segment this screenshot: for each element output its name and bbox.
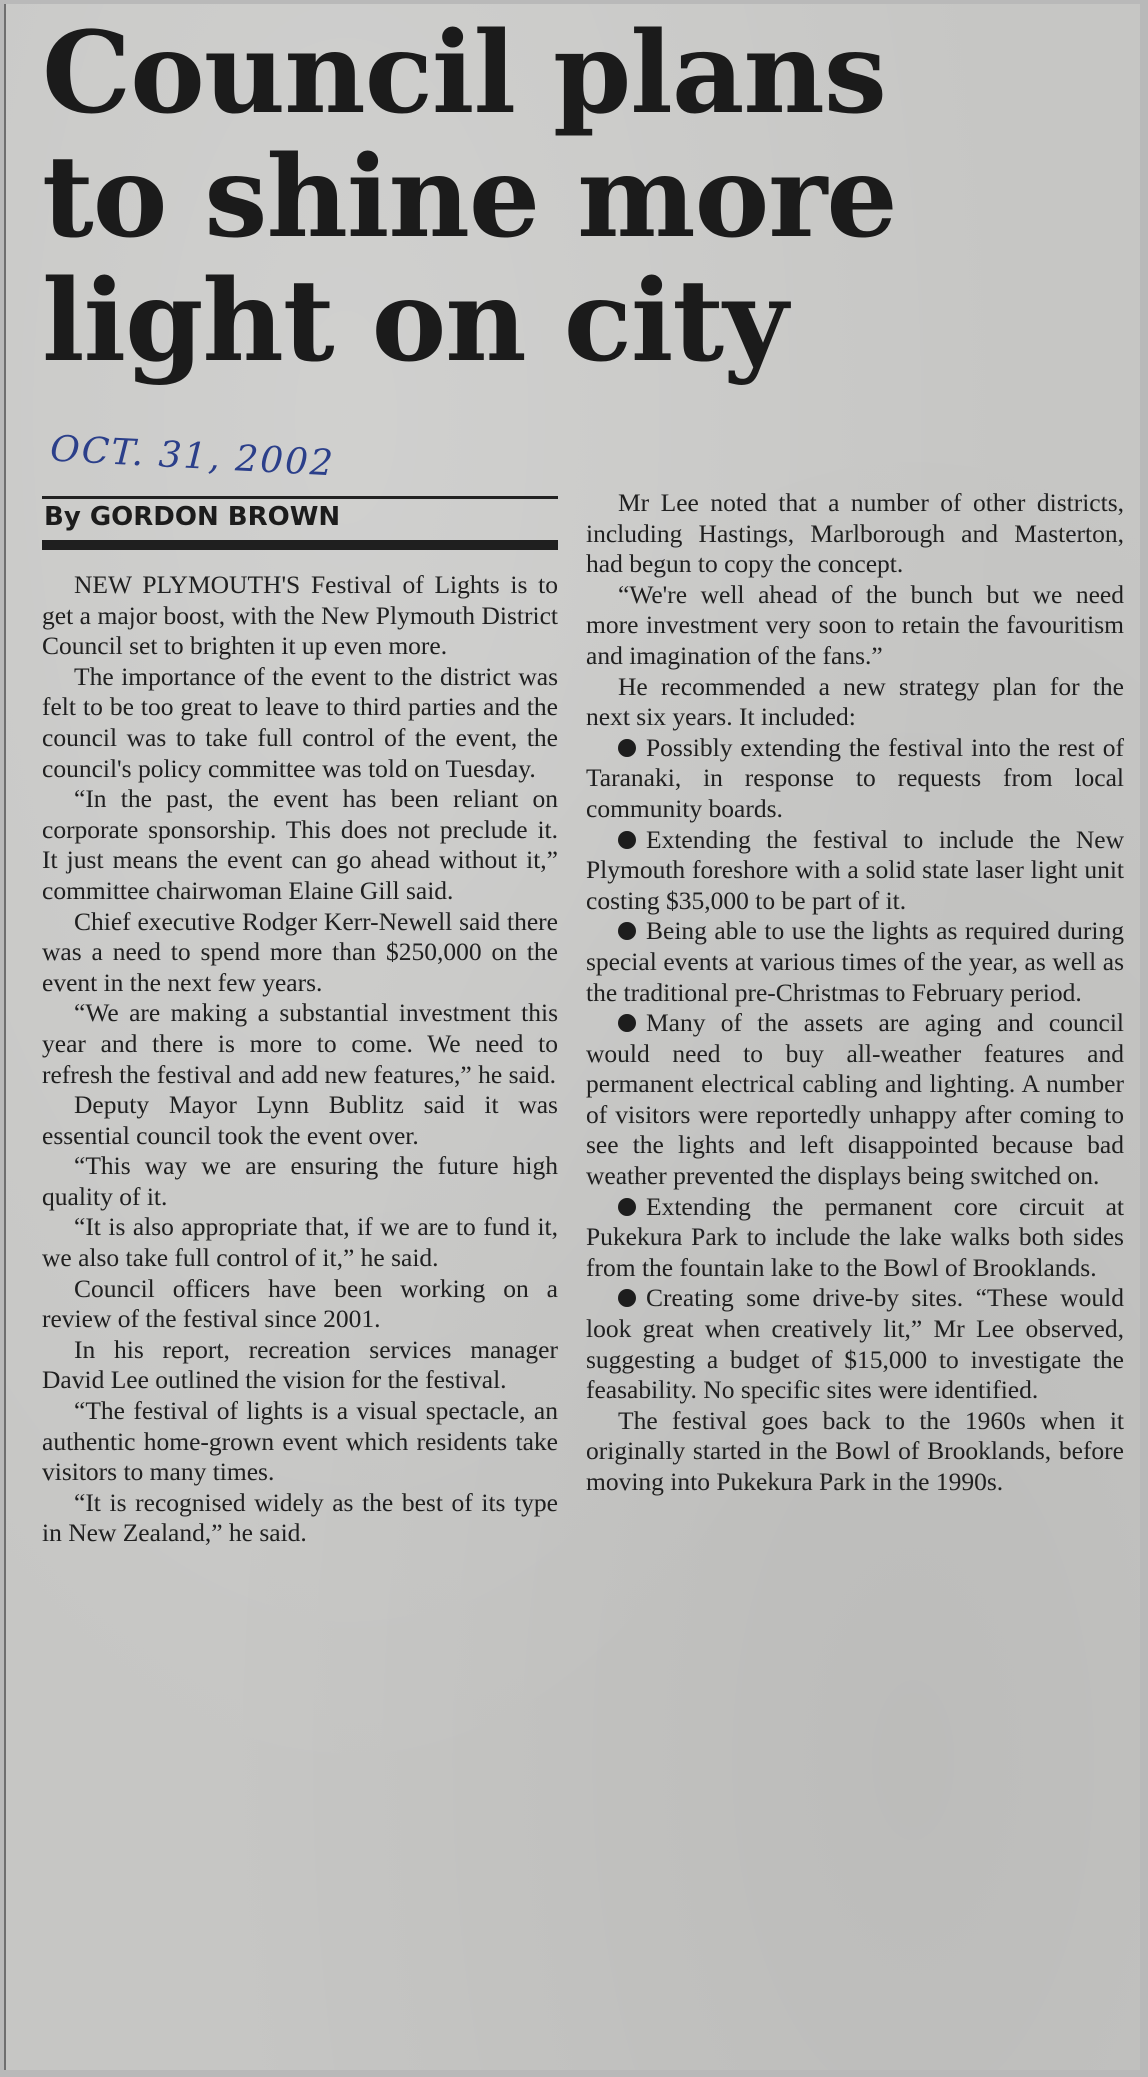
headline-line-3: light on city	[42, 256, 788, 387]
paragraph: “The festival of lights is a visual spectacle, an authentic home-grown event which residents take visitors to many times.	[42, 1396, 558, 1487]
bullet-text: Many of the assets are aging and council would need to buy all-weather features and permanent electrical cabling and lighting. A number of visitors were reportedly unhappy after coming to see the lights and left disappointed because bad weather prevented the displays being switched on.	[586, 1008, 1124, 1191]
byline-rule-top	[42, 496, 558, 499]
paragraph: “In the past, the event has been reliant on corporate sponsorship. This does not preclude it. It just means the event can go ahead without it,” committee chairwoman Elaine Gill said.	[42, 784, 558, 905]
headline	[42, 8, 1122, 387]
bullet-text: Possibly extending the festival into the rest of Taranaki, in response to requests from local community boards.	[586, 732, 1124, 823]
byline-rule-bottom	[42, 540, 558, 550]
bullet-item	[586, 1283, 1124, 1405]
right-column	[586, 488, 1124, 1498]
bullet-icon	[618, 1014, 636, 1032]
paragraph: “It is recognised widely as the best of its type in New Zealand,” he said.	[42, 1487, 558, 1548]
paragraph: Chief executive Rodger Kerr-Newell said there was a need to spend more than $250,000 on the event in the next few years.	[42, 906, 558, 997]
bullet-item	[586, 1008, 1124, 1192]
paragraph: Mr Lee noted that a number of other districts, including Hastings, Marlborough and Masterton, had begun to copy the concept.	[586, 488, 1124, 579]
bullet-item	[586, 916, 1124, 1008]
bullet-text: Extending the festival to include the New Plymouth foreshore with a solid state laser light unit costing $35,000 to be part of it.	[586, 824, 1124, 915]
paragraph: The importance of the event to the district was felt to be too great to leave to third parties and the council was to take full control of the event, the council's policy committee was told on Tuesday.	[42, 661, 558, 783]
byline: By GORDON BROWN	[44, 502, 341, 532]
paragraph: NEW PLYMOUTH'S Festival of Lights is to get a major boost, with the New Plymouth District Council set to brighten it up even more.	[42, 570, 558, 661]
newspaper-clipping	[4, 4, 1140, 2070]
bullet-item	[586, 825, 1124, 917]
paragraph: “It is also appropriate that, if we are to fund it, we also take full control of it,” he said.	[42, 1212, 558, 1273]
bullet-icon	[618, 922, 636, 940]
handwritten-date: OCT. 31, 2002	[49, 428, 336, 485]
bullet-icon	[618, 1198, 636, 1216]
paragraph: “This way we are ensuring the future high quality of it.	[42, 1151, 558, 1211]
headline-line-2: to shine more	[42, 132, 897, 263]
bullet-icon	[618, 831, 636, 849]
paragraph: Deputy Mayor Lynn Bublitz said it was essential council took the event over.	[42, 1090, 558, 1150]
headline-line-1: Council plans	[42, 8, 886, 139]
paragraph: “We are making a substantial investment this year and there is more to come. We need to refresh the festival and add new features,” he said.	[42, 998, 558, 1089]
bullet-item	[586, 1192, 1124, 1284]
bullet-icon	[618, 1289, 636, 1307]
bullet-item	[586, 733, 1124, 825]
paragraph: Council officers have been working on a review of the festival since 2001.	[42, 1273, 558, 1334]
paragraph: He recommended a new strategy plan for the next six years. It included:	[586, 671, 1124, 732]
closing-paragraph: The festival goes back to the 1960s when it originally started in the Bowl of Brooklands, before moving into Pukekura Park in the 1990s.	[586, 1405, 1124, 1496]
paragraph: In his report, recreation services manager David Lee outlined the vision for the festival.	[42, 1334, 558, 1395]
bullet-icon	[618, 739, 636, 757]
paragraph: “We're well ahead of the bunch but we need more investment very soon to retain the favouritism and imagination of the fans.”	[586, 579, 1124, 670]
bullet-text: Being able to use the lights as required during special events at various times of the year, as well as the traditional pre-Christmas to February period.	[586, 916, 1124, 1007]
left-column	[42, 570, 558, 1549]
bullet-text: Extending the permanent core circuit at Pukekura Park to include the lake walks both sides from the fountain lake to the Bowl of Brooklands.	[586, 1191, 1124, 1282]
bullet-text: Creating some drive-by sites. “These would look great when creatively lit,” Mr Lee observed, suggesting a budget of $15,000 to investigate the feasability. No specific sites were identified.	[586, 1283, 1124, 1405]
